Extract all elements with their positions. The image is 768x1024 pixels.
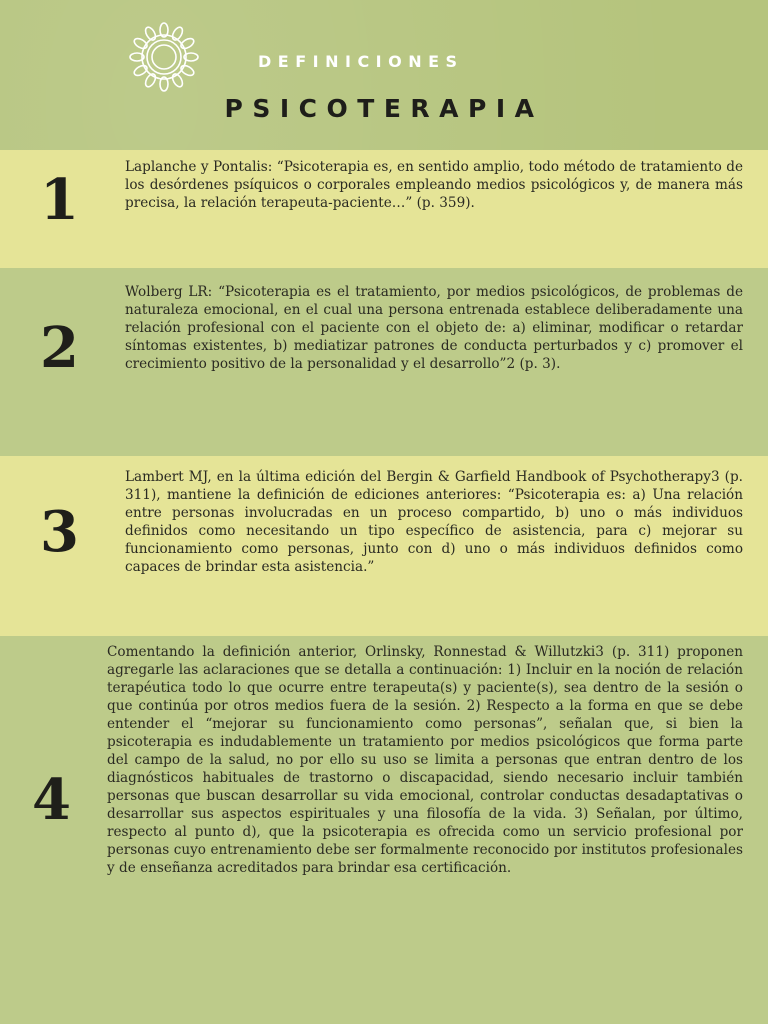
definition-text: Comentando la definición anterior, Orlinsky, Ronnestad & Willutzki3 (p. 311) proponen agregarle las aclaraciones que se detalla a continuación: 1) Incluir en la noción de relación terapéutica todo lo que ocurre entre terapeuta(s) y paciente(s), sea dentro de la sesión o que continúa por otros medios fuera de la sesión. 2) Respecto a la forma en que se debe entender el “mejorar su funcionamiento como personas”, señalan que, si bien la psicoterapia es indudablemente un tratamiento por medios psicológicos que forma parte del campo de la salud, no por ello su uso se limita a personas que entran dentro de los diagnósticos habituales de trastorno o discapacidad, siendo necesario incluir también personas que buscan desarrollar su vida emocional, controlar conductas desadaptativas o desarrollar sus aspectos espirituales y una filosofía de la vida. 3) Señalan, por último, respecto al punto d), que la psicoterapia es ofrecida como un servicio profesional por personas cuyo entrenamiento debe ser formalmente reconocido por institutos profesionales y de enseñanza acreditados para brindar esa certificación. (107, 644, 743, 876)
header (0, 0, 768, 150)
mandala-icon (102, 22, 226, 92)
definition-number: 3 (40, 499, 79, 565)
definition-number: 2 (40, 315, 79, 381)
definition-number: 1 (40, 167, 79, 233)
definition-number: 4 (32, 767, 71, 833)
page-title: PSICOTERAPIA (224, 94, 544, 123)
definition-band-4 (0, 636, 768, 1024)
definition-text: Lambert MJ, en la última edición del Bergin & Garfield Handbook of Psychotherapy3 (p. 311), mantiene la definición de ediciones anteriores: “Psicoterapia es: a) Una relación entre personas involucradas en un proceso compartido, b) uno o más individuos definidos como necesitando un tipo específico de asistencia, para c) mejorar su funcionamiento como personas, junto con d) uno o más individuos definidos como capaces de brindar esta asistencia.” (125, 469, 743, 575)
definition-band-3 (0, 456, 768, 636)
definition-text: Wolberg LR: “Psicoterapia es el tratamiento, por medios psicológicos, de problemas de naturaleza emocional, en el cual una persona entrenada establece deliberadamente una relación profesional con el paciente con el objeto de: a) eliminar, modificar o retardar síntomas existentes, b) mediatizar patrones de conducta perturbados y c) promover el crecimiento positivo de la personalidad y el desarrollo”2 (p. 3). (125, 284, 743, 372)
definition-text: Laplanche y Pontalis: “Psicoterapia es, en sentido amplio, todo método de tratamiento de los desórdenes psíquicos o corporales empleando medios psicológicos y, de manera más precisa, la relación terapeuta-paciente…” (p. 359). (125, 159, 743, 211)
section-subtitle: DEFINICIONES (258, 52, 464, 71)
definition-band-1 (0, 150, 768, 268)
definition-band-2 (0, 268, 768, 456)
